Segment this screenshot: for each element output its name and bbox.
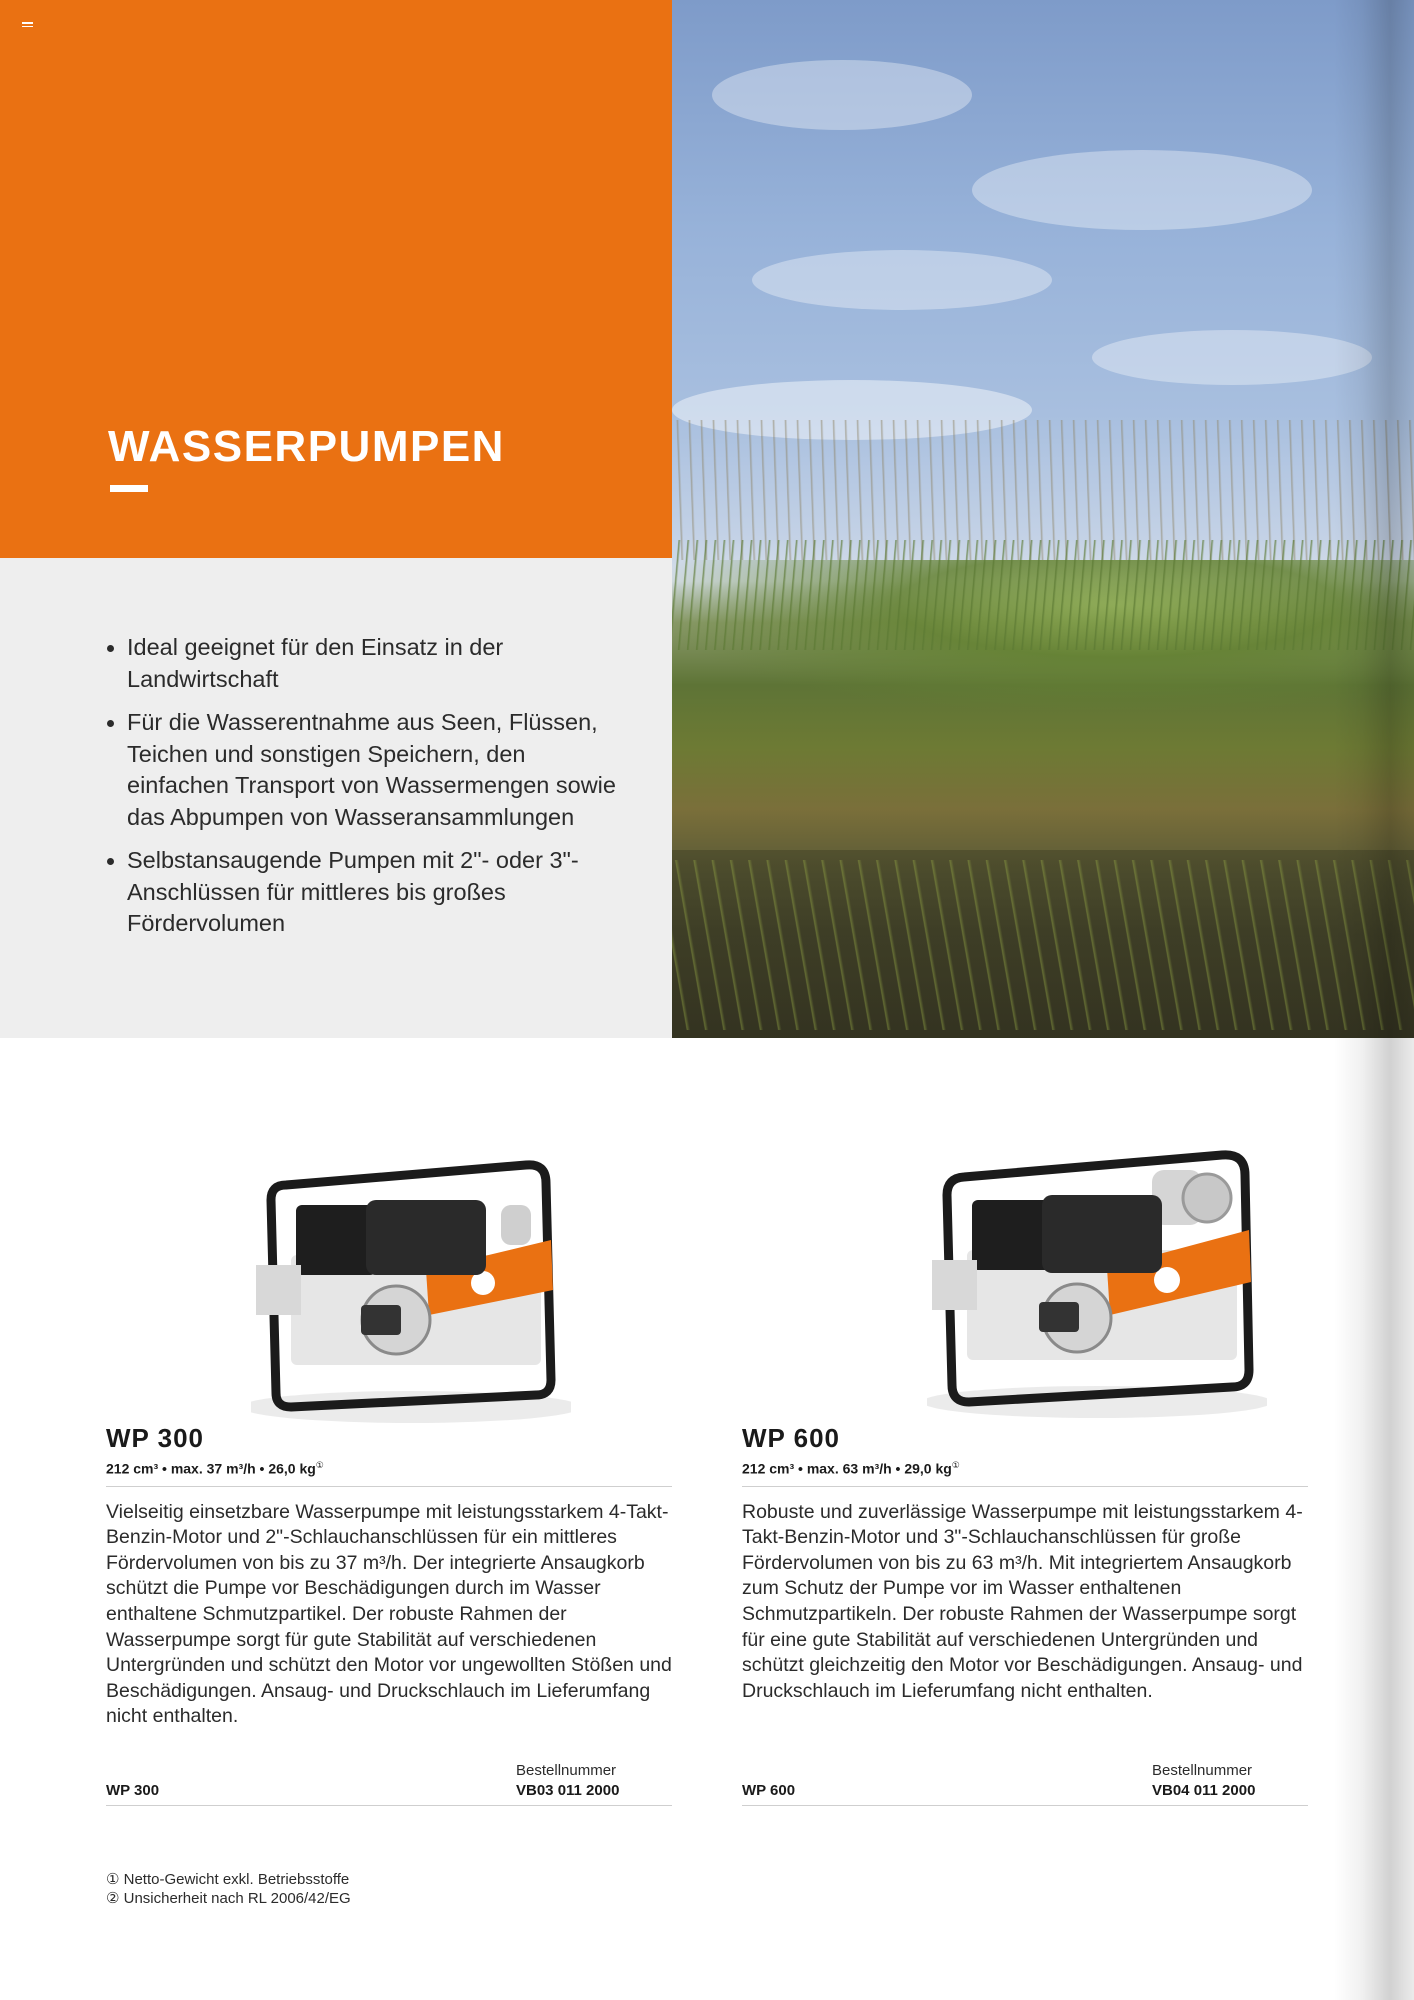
footnotes	[106, 1870, 351, 1908]
order-row	[742, 1779, 1308, 1806]
product-name: WP 300	[106, 1423, 205, 1453]
order-number: VB03 011 2000	[516, 1781, 620, 1799]
product-image-wp600	[742, 1120, 1308, 1425]
order-number: VB04 011 2000	[1152, 1781, 1256, 1799]
order-model: WP 600	[742, 1781, 796, 1799]
page-title: WASSERPUMPEN	[108, 422, 505, 471]
product-name: WP 600	[742, 1423, 841, 1453]
feature-panel	[0, 558, 672, 1038]
product-specs	[742, 1460, 1308, 1487]
product-description: Robuste und zuverlässige Wasserpumpe mit leistungsstarkem 4-Takt-Benzin-Motor und 3"-Schlauchanschlüssen für große Fördervolumen von bis zu 63 m³/h. Mit integriertem Ansaugkorb zum Schutz der Pumpe vor im Wasser enthaltenen Schmutzpartikeln. Der robuste Rahmen der Wasserpumpe sorgt für eine gute Stabilität auf verschiedenen Untergründen und schützt gleichzeitig den Motor vor Beschädigungen. Ansaug- und Druckschlauch im Lieferumfang nicht enthalten.	[742, 1500, 1303, 1702]
order-model: WP 300	[106, 1781, 160, 1799]
product-specs	[106, 1460, 672, 1487]
bullet-dot-icon	[107, 720, 114, 727]
feature-item	[105, 632, 625, 695]
title-block	[0, 0, 672, 558]
water-pump-illustration	[251, 1145, 571, 1425]
feature-item	[105, 707, 625, 833]
menu-icon[interactable]	[22, 22, 33, 30]
hero-photo	[672, 0, 1414, 1038]
bullet-dot-icon	[107, 858, 114, 865]
order-number-label: Bestellnummer	[516, 1761, 617, 1779]
footnote-marker: ①	[315, 1460, 324, 1470]
feature-item	[105, 845, 625, 940]
title-underline	[110, 485, 148, 492]
bullet-dot-icon	[107, 645, 114, 652]
specs-text: 212 cm³ • max. 63 m³/h • 29,0 kg	[742, 1460, 952, 1477]
footnote-marker: ①	[951, 1460, 960, 1470]
feature-text: Ideal geeignet für den Einsatz in der Landwirtschaft	[127, 634, 504, 692]
product-description: Vielseitig einsetzbare Wasserpumpe mit leistungsstarkem 4-Takt-Benzin-Motor und 2"-Schlauchanschlüssen für ein mittleres Fördervolumen von bis zu 37 m³/h. Der integrierte Ansaugkorb schützt die Pumpe vor Beschädigungen durch im Wasser enthaltene Schmutzpartikel. Der robuste Rahmen der Wasserpumpe sorgt für gute Stabilität auf verschiedenen Untergründen und schützt den Motor vor ungewollten Stößen und Beschädigungen. Ansaug- und Druckschlauch im Lieferumfang nicht enthalten.	[106, 1500, 672, 1728]
feature-list	[105, 632, 625, 952]
feature-text: Für die Wasserentnahme aus Seen, Flüssen, Teichen und sonstigen Speichern, den einfachen Transport von Wassermengen sowie das Abpumpen von Wasseransammlungen	[127, 709, 616, 830]
footnote-2: ② Unsicherheit nach RL 2006/42/EG	[106, 1890, 351, 1907]
order-number-label: Bestellnummer	[1152, 1761, 1253, 1779]
specs-text: 212 cm³ • max. 37 m³/h • 26,0 kg	[106, 1460, 316, 1477]
product-image-wp300	[106, 1120, 672, 1425]
product-card-wp600	[742, 1120, 1308, 1806]
order-row	[106, 1779, 672, 1806]
product-card-wp300	[106, 1120, 672, 1806]
footnote-1: ① Netto-Gewicht exkl. Betriebsstoffe	[106, 1871, 350, 1888]
water-pump-illustration	[927, 1130, 1267, 1420]
feature-text: Selbstansaugende Pumpen mit 2"- oder 3"-Anschlüssen für mittleres bis großes Fördervolumen	[127, 847, 579, 936]
